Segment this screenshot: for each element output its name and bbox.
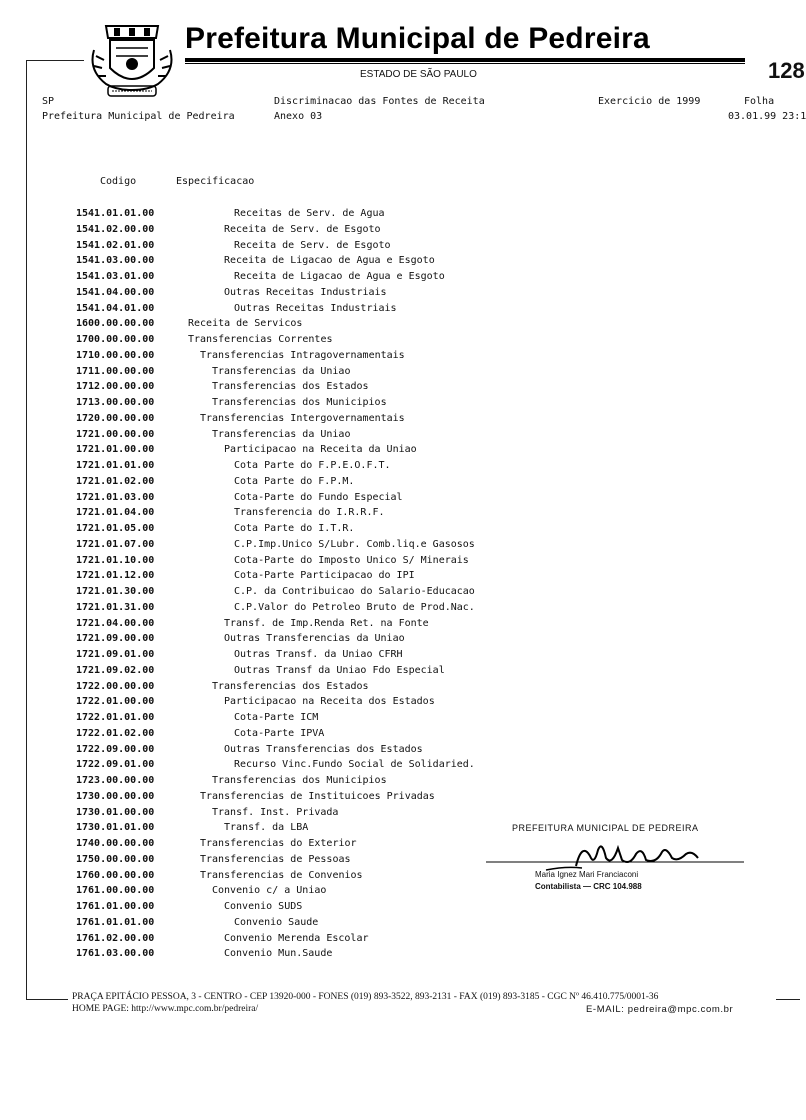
row-code: 1720.00.00.00 — [76, 413, 155, 424]
row-description: C.P.Valor do Petroleo Bruto de Prod.Nac. — [234, 602, 475, 613]
row-description: Transf. Inst. Privada — [212, 807, 339, 818]
row-description: Receitas de Serv. de Agua — [234, 208, 385, 219]
row-code: 1541.04.00.00 — [76, 287, 155, 298]
row-code: 1713.00.00.00 — [76, 397, 155, 408]
row-description: Receita de Servicos — [188, 318, 303, 329]
row-code: 1723.00.00.00 — [76, 775, 155, 786]
row-description: Cota Parte do I.T.R. — [234, 523, 355, 534]
column-header-code: Codigo — [100, 176, 137, 187]
footer-address: PRAÇA EPITÁCIO PESSOA, 3 - CENTRO - CEP 13920-000 - FONES (019) 893-3522, 893-2131 - FAX (019) 893-3185 - CGC Nº 46.410.775/0001-36 — [72, 992, 659, 1002]
row-code: 1730.01.00.00 — [76, 807, 155, 818]
signature-name: Maria Ignez Mari Franciaconi — [535, 870, 639, 879]
row-description: C.P. da Contribuicao do Salario-Educacao — [234, 586, 475, 597]
row-code: 1761.03.00.00 — [76, 948, 155, 959]
row-description: Transferencias da Uniao — [212, 366, 351, 377]
row-description: Outras Transferencias dos Estados — [224, 744, 423, 755]
row-code: 1761.01.01.00 — [76, 917, 155, 928]
row-description: Convenio Merenda Escolar — [224, 933, 369, 944]
row-code: 1761.02.00.00 — [76, 933, 155, 944]
signature-org: PREFEITURA MUNICIPAL DE PEDREIRA — [512, 823, 699, 833]
row-code: 1721.00.00.00 — [76, 429, 155, 440]
row-description: Cota-Parte IPVA — [234, 728, 325, 739]
row-code: 1721.09.01.00 — [76, 649, 155, 660]
row-code: 1721.09.00.00 — [76, 633, 155, 644]
row-description: Transferencias do Exterior — [200, 838, 357, 849]
row-description: C.P.Imp.Unico S/Lubr. Comb.liq.e Gasosos — [234, 539, 475, 550]
row-code: 1722.09.01.00 — [76, 759, 155, 770]
footer-rule-right — [776, 999, 800, 1000]
handwritten-signature-icon — [486, 836, 746, 872]
row-code: 1721.01.12.00 — [76, 570, 155, 581]
row-description: Receita de Serv. de Esgoto — [234, 240, 391, 251]
header-folha: Folha — [744, 96, 775, 107]
header-annex: Anexo 03 — [274, 111, 323, 122]
row-code: 1761.01.00.00 — [76, 901, 155, 912]
header-date: 03.01.99 23:1 — [728, 111, 806, 122]
row-code: 1760.00.00.00 — [76, 870, 155, 881]
title-rule-thick — [185, 58, 745, 62]
footer-rule-left — [26, 999, 68, 1000]
row-code: 1722.01.01.00 — [76, 712, 155, 723]
row-description: Transferencias de Instituicoes Privadas — [200, 791, 435, 802]
row-description: Outras Transferencias da Uniao — [224, 633, 405, 644]
row-code: 1541.03.01.00 — [76, 271, 155, 282]
header-entity: Prefeitura Municipal de Pedreira — [42, 111, 235, 122]
header-state-code: SP — [42, 96, 55, 107]
row-description: Transferencias dos Estados — [212, 681, 369, 692]
row-description: Transferencia do I.R.R.F. — [234, 507, 385, 518]
row-description: Outras Receitas Industriais — [234, 303, 397, 314]
row-description: Transferencias Intragovernamentais — [200, 350, 405, 361]
row-code: 1541.02.01.00 — [76, 240, 155, 251]
page-frame-line — [26, 60, 57, 1000]
row-description: Outras Transf da Uniao Fdo Especial — [234, 665, 445, 676]
row-code: 1721.01.30.00 — [76, 586, 155, 597]
row-description: Transferencias dos Estados — [212, 381, 369, 392]
row-code: 1722.01.02.00 — [76, 728, 155, 739]
row-code: 1721.01.10.00 — [76, 555, 155, 566]
page-title: Prefeitura Municipal de Pedreira — [185, 22, 650, 55]
row-code: 1721.01.02.00 — [76, 476, 155, 487]
row-code: 1541.04.01.00 — [76, 303, 155, 314]
row-description: Transferencias dos Municipios — [212, 397, 387, 408]
row-description: Convenio Mun.Saude — [224, 948, 333, 959]
row-code: 1750.00.00.00 — [76, 854, 155, 865]
row-description: Cota Parte do F.P.E.O.F.T. — [234, 460, 391, 471]
row-description: Participacao na Receita dos Estados — [224, 696, 435, 707]
row-description: Cota-Parte do Imposto Unico S/ Minerais — [234, 555, 469, 566]
row-description: Transf. da LBA — [224, 822, 309, 833]
row-code: 1541.03.00.00 — [76, 255, 155, 266]
signature-role: Contabilista — CRC 104.988 — [535, 882, 642, 891]
row-code: 1721.04.00.00 — [76, 618, 155, 629]
row-description: Convenio c/ a Uniao — [212, 885, 327, 896]
row-code: 1711.00.00.00 — [76, 366, 155, 377]
row-code: 1721.01.00.00 — [76, 444, 155, 455]
row-description: Receita de Ligacao de Agua e Esgoto — [234, 271, 445, 282]
row-code: 1721.01.07.00 — [76, 539, 155, 550]
footer-email: E-MAIL: pedreira@mpc.com.br — [586, 1004, 734, 1015]
column-header-spec: Especificacao — [176, 176, 255, 187]
state-label: ESTADO DE SÃO PAULO — [360, 69, 477, 80]
row-description: Transferencias de Convenios — [200, 870, 363, 881]
row-code: 1710.00.00.00 — [76, 350, 155, 361]
municipal-seal-icon — [86, 20, 178, 100]
row-description: Convenio SUDS — [224, 901, 303, 912]
row-code: 1721.01.03.00 — [76, 492, 155, 503]
top-left-rule — [26, 60, 84, 61]
row-description: Transferencias Correntes — [188, 334, 333, 345]
row-description: Transferencias Intergovernamentais — [200, 413, 405, 424]
row-code: 1721.01.05.00 — [76, 523, 155, 534]
row-description: Cota-Parte ICM — [234, 712, 319, 723]
row-description: Transferencias dos Municipios — [212, 775, 387, 786]
row-description: Participacao na Receita da Uniao — [224, 444, 417, 455]
row-description: Recurso Vinc.Fundo Social de Solidaried. — [234, 759, 475, 770]
row-code: 1761.00.00.00 — [76, 885, 155, 896]
row-code: 1730.01.01.00 — [76, 822, 155, 833]
row-code: 1722.00.00.00 — [76, 681, 155, 692]
row-code: 1740.00.00.00 — [76, 838, 155, 849]
row-code: 1712.00.00.00 — [76, 381, 155, 392]
row-description: Transferencias da Uniao — [212, 429, 351, 440]
row-description: Outras Receitas Industriais — [224, 287, 387, 298]
title-rule-thin — [185, 63, 745, 64]
header-exercise: Exercicio de 1999 — [598, 96, 701, 107]
row-code: 1722.09.00.00 — [76, 744, 155, 755]
row-code: 1600.00.00.00 — [76, 318, 155, 329]
row-description: Cota Parte do F.P.M. — [234, 476, 355, 487]
row-code: 1700.00.00.00 — [76, 334, 155, 345]
row-code: 1721.01.01.00 — [76, 460, 155, 471]
row-code: 1541.01.01.00 — [76, 208, 155, 219]
row-description: Transf. de Imp.Renda Ret. na Fonte — [224, 618, 429, 629]
row-description: Receita de Ligacao de Agua e Esgoto — [224, 255, 435, 266]
row-code: 1541.02.00.00 — [76, 224, 155, 235]
row-code: 1722.01.00.00 — [76, 696, 155, 707]
row-code: 1721.09.02.00 — [76, 665, 155, 676]
row-code: 1730.00.00.00 — [76, 791, 155, 802]
row-description: Convenio Saude — [234, 917, 319, 928]
page-number: 128 — [768, 58, 805, 83]
row-description: Cota-Parte Participacao do IPI — [234, 570, 415, 581]
row-code: 1721.01.31.00 — [76, 602, 155, 613]
row-description: Transferencias de Pessoas — [200, 854, 351, 865]
row-code: 1721.01.04.00 — [76, 507, 155, 518]
row-description: Receita de Serv. de Esgoto — [224, 224, 381, 235]
footer-homepage: HOME PAGE: http://www.mpc.com.br/pedreira/ — [72, 1004, 259, 1014]
row-description: Cota-Parte do Fundo Especial — [234, 492, 403, 503]
row-description: Outras Transf. da Uniao CFRH — [234, 649, 403, 660]
header-report-title: Discriminacao das Fontes de Receita — [274, 96, 485, 107]
